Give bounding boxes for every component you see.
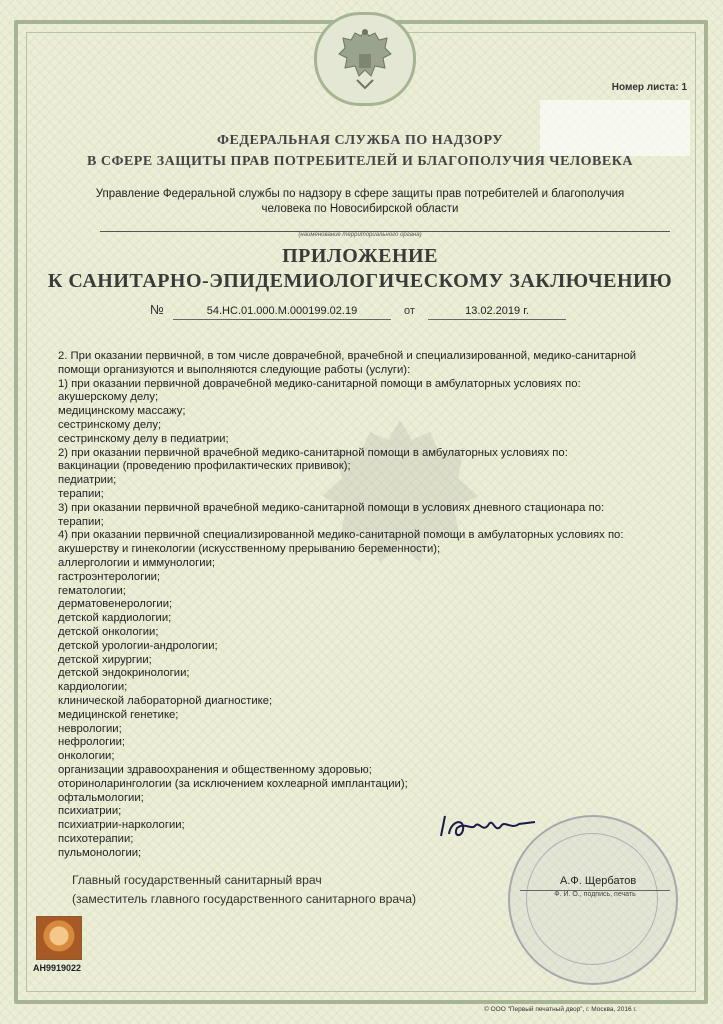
service-line: терапии; xyxy=(58,515,104,528)
number-underline xyxy=(173,319,391,320)
service-line: психиатрии-наркологии; xyxy=(58,819,185,832)
agency-name-line1: ФЕДЕРАЛЬНАЯ СЛУЖБА ПО НАДЗОРУ xyxy=(216,133,503,148)
service-line: пульмонологии; xyxy=(58,846,142,859)
service-line: медицинской генетике; xyxy=(58,708,179,721)
date-underline xyxy=(428,319,566,320)
service-line: детской эндокринологии; xyxy=(58,667,190,680)
handwritten-signature xyxy=(435,808,545,844)
service-line: дерматовенерологии; xyxy=(58,598,173,611)
agency-name-line2: В СФЕРЕ ЗАЩИТЫ ПРАВ ПОТРЕБИТЕЛЕЙ И БЛАГОПОЛУЧИЯ ЧЕЛОВЕКА xyxy=(87,154,633,169)
service-line: неврологии; xyxy=(58,722,122,735)
chief-title-line1: Главный государственный санитарный врач xyxy=(72,873,322,887)
service-line: детской кардиологии; xyxy=(58,612,172,625)
service-line: гастроэнтерологии; xyxy=(58,570,161,583)
conclusion-date: 13.02.2019 г. xyxy=(465,305,529,317)
service-line: 1) при оказании первичной доврачебной медико-санитарной помощи в амбулаторных условиях по: xyxy=(58,377,581,390)
service-line: сестринскому делу; xyxy=(58,418,162,431)
service-line: медицинскому массажу; xyxy=(58,405,186,418)
service-line: 4) при оказании первичной специализированной медико-санитарной помощи в амбулаторных условиях по: xyxy=(58,529,624,542)
service-line: офтальмологии; xyxy=(58,791,144,804)
service-line: сестринскому делу в педиатрии; xyxy=(58,432,229,445)
coat-of-arms-emblem xyxy=(314,12,416,106)
service-line: 2) при оказании первичной врачебной медико-санитарной помощи в амбулаторных условиях по: xyxy=(58,446,568,459)
service-line: нефрологии; xyxy=(58,736,126,749)
service-line: оториноларингологии (за исключением кохлеарной имплантации); xyxy=(58,777,408,790)
signatory-name: А.Ф. Щербатов xyxy=(560,875,637,887)
service-line: 2. При оказании первичной, в том числе доврачебной, врачебной и специализированной, медико-санитарной xyxy=(58,350,637,362)
authority-line2: человека по Новосибирской области xyxy=(261,203,459,215)
service-line: психиатрии; xyxy=(58,805,122,818)
service-line: организации здравоохранения и общественному здоровью; xyxy=(58,763,372,776)
service-line: акушерскому делу; xyxy=(58,391,159,404)
official-seal xyxy=(508,815,678,985)
service-line: помощи организуются и выполняются следующие работы (услуги): xyxy=(58,363,411,376)
document-subtitle: К САНИТАРНО-ЭПИДЕМИОЛОГИЧЕСКОМУ ЗАКЛЮЧЕНИЮ xyxy=(47,270,673,292)
service-line: терапии; xyxy=(58,487,104,500)
printer-imprint: © ООО "Первый печатный двор", г. Москва, 2016 г. xyxy=(484,1006,637,1013)
authority-line1: Управление Федеральной службы по надзору в сфере защиты прав потребителей и благополучия xyxy=(95,188,625,200)
service-line: акушерству и гинекологии (искусственному прерыванию беременности); xyxy=(58,543,441,556)
service-line: кардиологии; xyxy=(58,681,128,694)
page-number: Номер листа: 1 xyxy=(611,82,687,93)
seal-inner-ring xyxy=(526,833,658,965)
service-line: 3) при оказании первичной врачебной медико-санитарной помощи в условиях дневного стационара по: xyxy=(58,501,605,514)
service-line: детской урологии-андрологии; xyxy=(58,639,218,652)
hologram-sticker xyxy=(36,916,82,960)
service-line: детской хирургии; xyxy=(58,653,152,666)
service-line: гематологии; xyxy=(58,584,126,597)
chief-title-line2: (заместитель главного государственного санитарного врача) xyxy=(72,892,417,906)
services-list xyxy=(58,350,688,860)
service-line: клинической лабораторной диагностике; xyxy=(58,694,273,707)
authority-caption: (наименование территориального органа) xyxy=(298,232,422,238)
number-label: № xyxy=(150,302,164,317)
service-line: детской онкологии; xyxy=(58,625,159,638)
signatory-caption: Ф. И. О., подпись, печать xyxy=(554,891,636,898)
service-line: педиатрии; xyxy=(58,474,117,487)
service-line: онкологии; xyxy=(58,750,115,763)
date-label: от xyxy=(404,305,415,317)
territorial-authority xyxy=(40,187,680,217)
service-line: аллергологии и иммунологии; xyxy=(58,556,216,569)
hologram-code: АН9919022 xyxy=(33,963,82,973)
document-title: ПРИЛОЖЕНИЕ xyxy=(282,245,438,267)
service-line: психотерапии; xyxy=(58,832,134,845)
conclusion-number: 54.НС.01.000.М.000199.02.19 xyxy=(206,305,358,317)
service-line: вакцинации (проведению профилактических прививок); xyxy=(58,460,351,473)
